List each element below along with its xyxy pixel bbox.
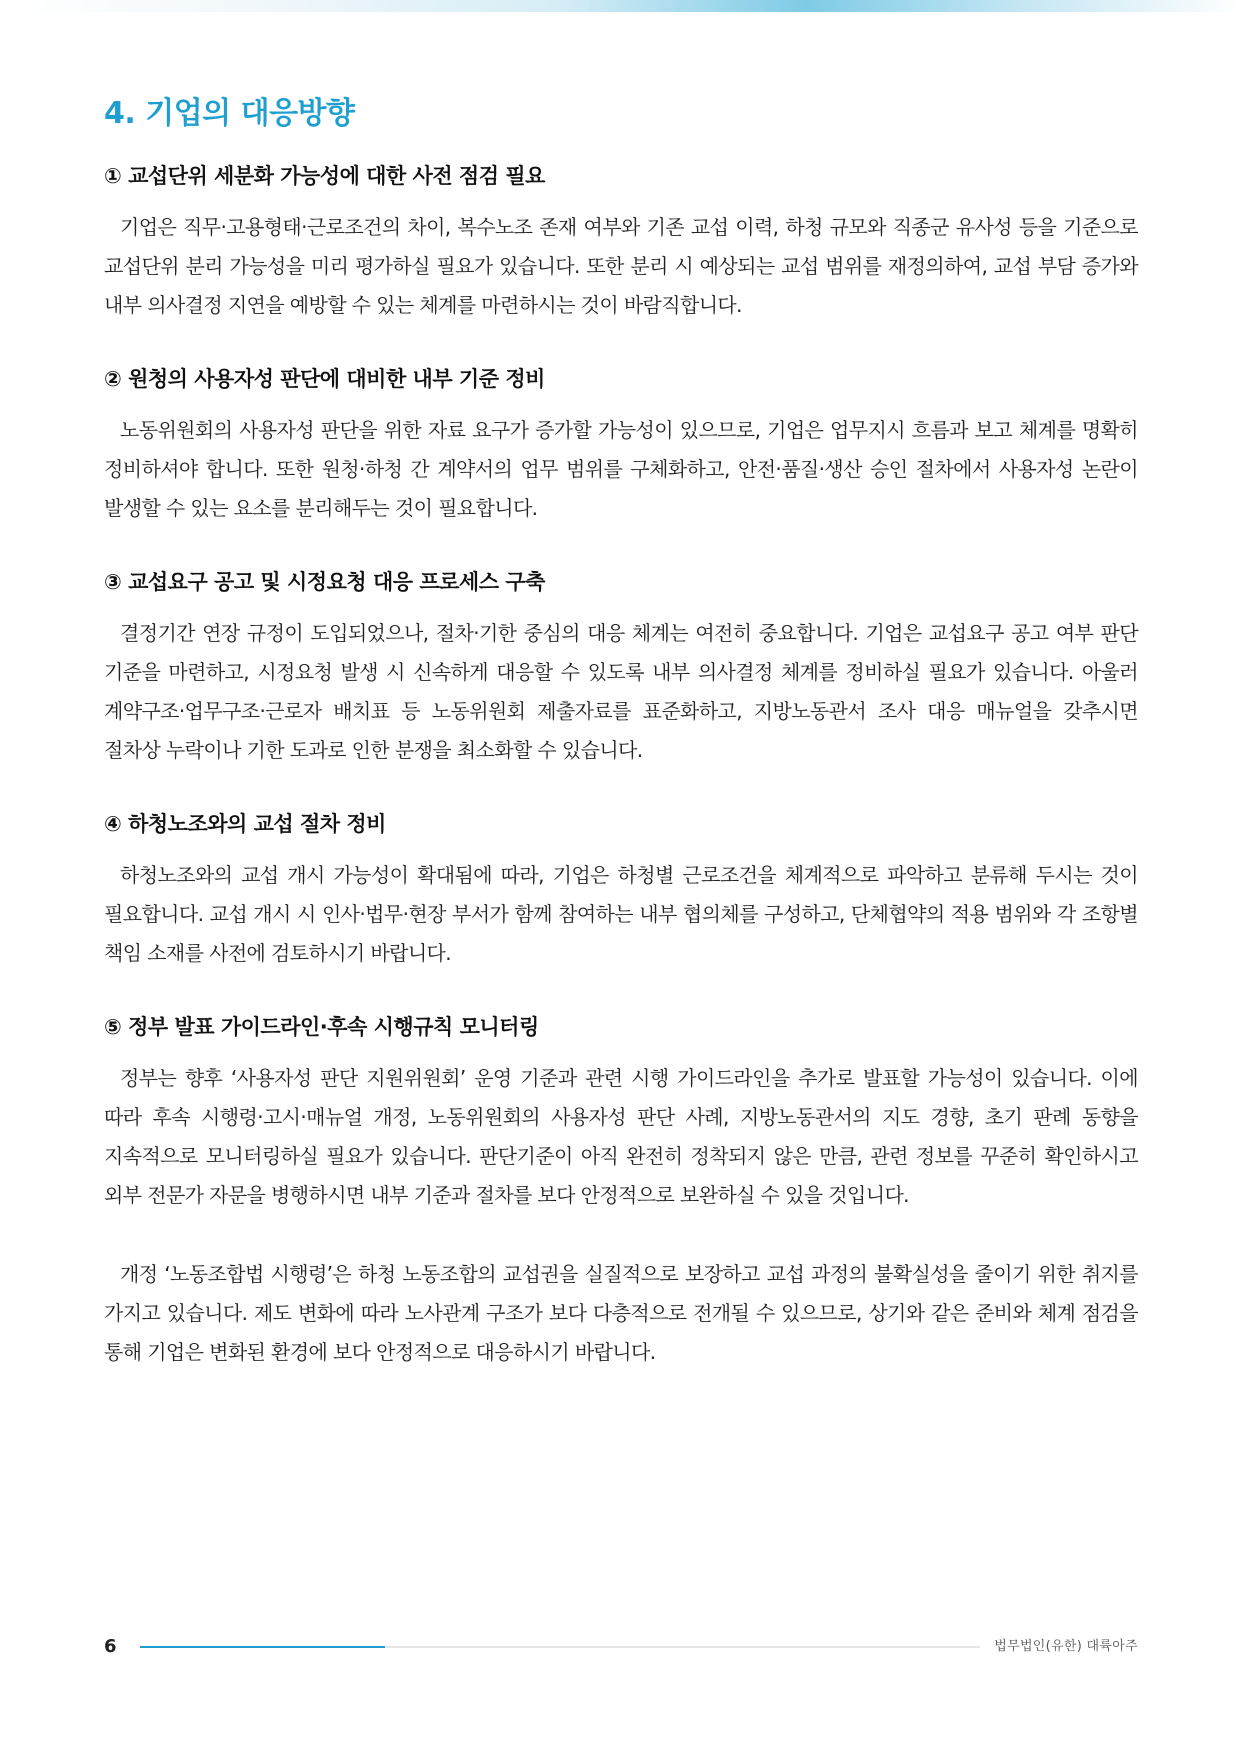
section-heading: ⑤ 정부 발표 가이드라인·후속 시행규칙 모니터링 xyxy=(104,1015,539,1039)
section-body: 기업은 직무·고용형태·근로조건의 차이, 복수노조 존재 여부와 기존 교섭 이력, 하청 규모와 직종군 유사성 등을 기준으로 교섭단위 분리 가능성을 미리 평가하실 필요가 있습니다. 또한 분리 시 예상되는 교섭 범위를 재정의하여, 교섭 부담 증가와 내부 의사결정 지연을 예방할 수 있는 체계를 마련하시는 것이 바람직합니다. xyxy=(104,215,1138,317)
page-number: 6 xyxy=(104,1636,117,1657)
section-4 xyxy=(104,810,1138,973)
footer-divider xyxy=(140,1646,980,1648)
section-body: 하청노조와의 교섭 개시 가능성이 확대됨에 따라, 기업은 하청별 근로조건을 체계적으로 파악하고 분류해 두시는 것이 필요합니다. 교섭 개시 시 인사·법무·현장 부서가 함께 참여하는 내부 협의체를 구성하고, 단체협약의 적용 범위와 각 조항별 책임 소재를 사전에 검토하시기 바랍니다. xyxy=(104,863,1138,965)
page-content xyxy=(104,96,1138,1372)
firm-name: 법무법인(유한) 대륙아주 xyxy=(994,1639,1138,1654)
section-1 xyxy=(104,162,1138,325)
section-heading: ④ 하청노조와의 교섭 절차 정비 xyxy=(104,812,386,836)
section-heading: ③ 교섭요구 공고 및 시정요청 대응 프로세스 구축 xyxy=(104,570,545,594)
section-3 xyxy=(104,568,1138,770)
closing-paragraph: 개정 ‘노동조합법 시행령’은 하청 노동조합의 교섭권을 실질적으로 보장하고 교섭 과정의 불확실성을 줄이기 위한 취지를 가지고 있습니다. 제도 변화에 따라 노사관계 구조가 보다 다층적으로 전개될 수 있으므로, 상기와 같은 준비와 체계 점검을 통해 기업은 변화된 환경에 보다 안정적으로 대응하시기 바랍니다. xyxy=(104,1262,1138,1364)
section-5 xyxy=(104,1013,1138,1215)
section-heading: ② 원청의 사용자성 판단에 대비한 내부 기준 정비 xyxy=(104,367,545,391)
section-body: 노동위원회의 사용자성 판단을 위한 자료 요구가 증가할 가능성이 있으므로, 기업은 업무지시 흐름과 보고 체계를 명확히 정비하셔야 합니다. 또한 원청·하청 간 계약서의 업무 범위를 구체화하고, 안전·품질·생산 승인 절차에서 사용자성 논란이 발생할 수 있는 요소를 분리해두는 것이 필요합니다. xyxy=(104,418,1138,520)
section-2 xyxy=(104,365,1138,528)
top-gradient-bar xyxy=(0,0,1241,12)
page-footer xyxy=(104,1632,1138,1662)
section-body: 결정기간 연장 규정이 도입되었으나, 절차·기한 중심의 대응 체계는 여전히 중요합니다. 기업은 교섭요구 공고 여부 판단 기준을 마련하고, 시정요청 발생 시 신속하게 대응할 수 있도록 내부 의사결정 체계를 정비하실 필요가 있습니다. 아울러 계약구조·업무구조·근로자 배치표 등 노동위원회 제출자료를 표준화하고, 지방노동관서 조사 대응 매뉴얼을 갖추시면 절차상 누락이나 기한 도과로 인한 분쟁을 최소화할 수 있습니다. xyxy=(104,621,1138,762)
page-title: 4. 기업의 대응방향 xyxy=(104,96,355,131)
section-heading: ① 교섭단위 세분화 가능성에 대한 사전 점검 필요 xyxy=(104,164,545,188)
section-body: 정부는 향후 ‘사용자성 판단 지원위원회’ 운영 기준과 관련 시행 가이드라인을 추가로 발표할 가능성이 있습니다. 이에 따라 후속 시행령·고시·매뉴얼 개정, 노동위원회의 사용자성 판단 사례, 지방노동관서의 지도 경향, 초기 판례 동향을 지속적으로 모니터링하실 필요가 있습니다. 판단기준이 아직 완전히 정착되지 않은 만큼, 관련 정보를 꾸준히 확인하시고 외부 전문가 자문을 병행하시면 내부 기준과 절차를 보다 안정적으로 보완하실 수 있을 것입니다. xyxy=(104,1066,1138,1207)
footer-divider-accent xyxy=(140,1646,385,1648)
